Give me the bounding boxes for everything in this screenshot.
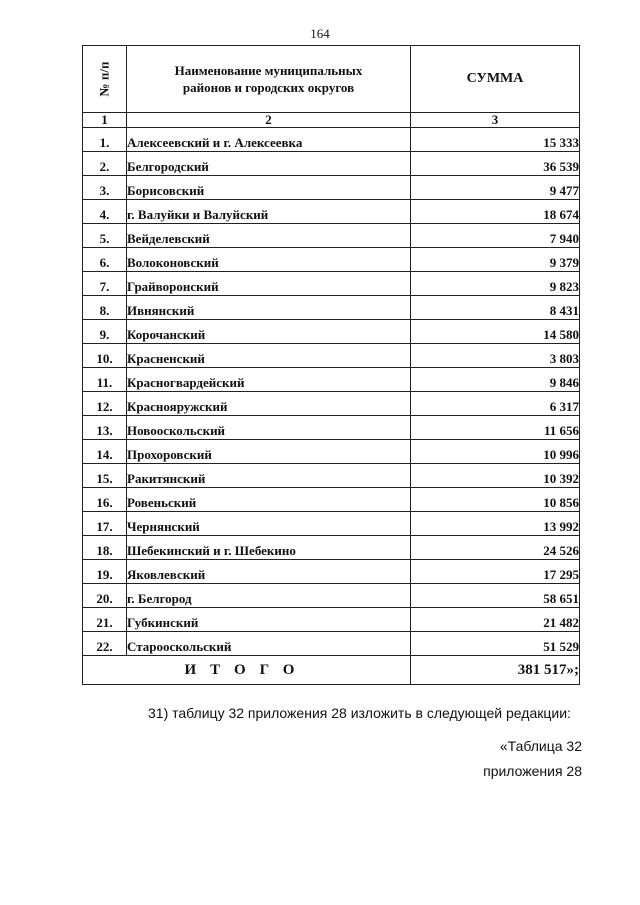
header-number-label: № п/п (96, 61, 112, 97)
table-row (83, 272, 580, 296)
row-sum: 58 651 (411, 584, 580, 608)
row-district-name: Прохоровский (127, 440, 411, 464)
table-row (83, 512, 580, 536)
row-sum: 24 526 (411, 536, 580, 560)
row-district-name: Новооскольский (127, 416, 411, 440)
table-header-row (83, 46, 580, 113)
header-name-column (127, 46, 411, 113)
row-district-name: Ивнянский (127, 296, 411, 320)
row-number: 16. (83, 488, 127, 512)
table-row (83, 584, 580, 608)
row-sum: 9 823 (411, 272, 580, 296)
row-number: 19. (83, 560, 127, 584)
row-number: 10. (83, 344, 127, 368)
row-number: 14. (83, 440, 127, 464)
row-district-name: Шебекинский и г. Шебекино (127, 536, 411, 560)
instruction-text: 31) таблицу 32 приложения 28 изложить в следующей редакции: (148, 705, 571, 721)
row-sum: 11 656 (411, 416, 580, 440)
table-row (83, 176, 580, 200)
table-row (83, 320, 580, 344)
table-body (83, 128, 580, 656)
row-sum: 10 996 (411, 440, 580, 464)
row-sum: 10 392 (411, 464, 580, 488)
row-number: 21. (83, 608, 127, 632)
row-sum: 9 379 (411, 248, 580, 272)
total-label: ИТОГО (83, 656, 411, 685)
row-number: 7. (83, 272, 127, 296)
table-row (83, 416, 580, 440)
row-number: 2. (83, 152, 127, 176)
total-sum: 381 517»; (411, 656, 580, 685)
table-row (83, 464, 580, 488)
table-row (83, 224, 580, 248)
row-number: 15. (83, 464, 127, 488)
row-sum: 9 846 (411, 368, 580, 392)
row-district-name: Борисовский (127, 176, 411, 200)
header-sum-column: СУММА (411, 46, 580, 113)
row-district-name: Старооскольский (127, 632, 411, 656)
table-row (83, 608, 580, 632)
table-row (83, 152, 580, 176)
row-district-name: Алексеевский и г. Алексеевка (127, 128, 411, 152)
row-district-name: Краснояружский (127, 392, 411, 416)
row-district-name: Корочанский (127, 320, 411, 344)
row-sum: 13 992 (411, 512, 580, 536)
row-sum: 14 580 (411, 320, 580, 344)
row-number: 22. (83, 632, 127, 656)
row-number: 6. (83, 248, 127, 272)
row-district-name: Чернянский (127, 512, 411, 536)
table-row (83, 440, 580, 464)
row-number: 1. (83, 128, 127, 152)
table-row (83, 128, 580, 152)
header-number-column (83, 46, 127, 113)
row-sum: 8 431 (411, 296, 580, 320)
table-row (83, 368, 580, 392)
table-row (83, 536, 580, 560)
row-district-name: Яковлевский (127, 560, 411, 584)
row-sum: 18 674 (411, 200, 580, 224)
row-district-name: г. Валуйки и Валуйский (127, 200, 411, 224)
table-row (83, 200, 580, 224)
row-number: 3. (83, 176, 127, 200)
row-sum: 51 529 (411, 632, 580, 656)
row-number: 17. (83, 512, 127, 536)
row-district-name: Грайворонский (127, 272, 411, 296)
row-number: 13. (83, 416, 127, 440)
row-district-name: Красногвардейский (127, 368, 411, 392)
row-district-name: Волоконовский (127, 248, 411, 272)
row-district-name: г. Белгород (127, 584, 411, 608)
row-sum: 15 333 (411, 128, 580, 152)
row-district-name: Красненский (127, 344, 411, 368)
row-number: 11. (83, 368, 127, 392)
row-sum: 21 482 (411, 608, 580, 632)
row-district-name: Ровеньский (127, 488, 411, 512)
column-index-1: 1 (83, 113, 127, 128)
row-district-name: Губкинский (127, 608, 411, 632)
column-index-row (83, 113, 580, 128)
header-name-line1: Наименование муниципальных (174, 63, 363, 78)
row-number: 9. (83, 320, 127, 344)
row-number: 20. (83, 584, 127, 608)
column-index-3: 3 (411, 113, 580, 128)
table-caption-line1: «Таблица 32 (499, 738, 582, 754)
table-row (83, 560, 580, 584)
table-row (83, 344, 580, 368)
row-sum: 9 477 (411, 176, 580, 200)
header-name-line2: районов и городских округов (182, 80, 355, 95)
table-row (83, 248, 580, 272)
row-sum: 6 317 (411, 392, 580, 416)
row-sum: 17 295 (411, 560, 580, 584)
row-sum: 7 940 (411, 224, 580, 248)
row-number: 12. (83, 392, 127, 416)
row-district-name: Белгородский (127, 152, 411, 176)
row-number: 4. (83, 200, 127, 224)
table-row (83, 296, 580, 320)
row-number: 5. (83, 224, 127, 248)
row-sum: 10 856 (411, 488, 580, 512)
row-district-name: Вейделевский (127, 224, 411, 248)
column-index-2: 2 (127, 113, 411, 128)
row-number: 18. (83, 536, 127, 560)
budget-distribution-table (82, 45, 580, 685)
total-row (83, 656, 580, 685)
table-row (83, 488, 580, 512)
table-row (83, 632, 580, 656)
table-caption-line2: приложения 28 (483, 763, 582, 779)
row-sum: 3 803 (411, 344, 580, 368)
row-number: 8. (83, 296, 127, 320)
page-number: 164 (310, 26, 330, 41)
row-district-name: Ракитянский (127, 464, 411, 488)
table-row (83, 392, 580, 416)
row-sum: 36 539 (411, 152, 580, 176)
